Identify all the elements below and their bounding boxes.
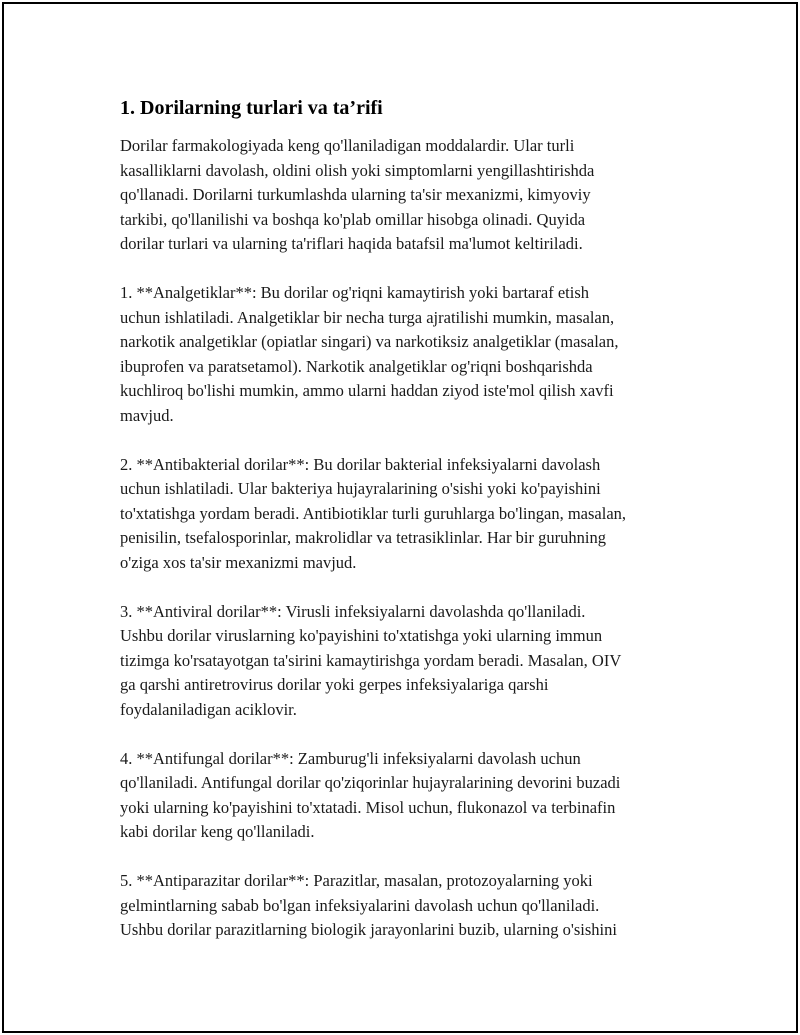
text-line: Ushbu dorilar parazitlarning biologik jarayonlarini buzib, ularning o'sishini (120, 920, 617, 939)
text-line: kabi dorilar keng qo'llaniladi. (120, 822, 315, 841)
text-line: dorilar turlari va ularning ta'riflari haqida batafsil ma'lumot keltiriladi. (120, 234, 583, 253)
text-line: ibuprofen va paratsetamol). Narkotik analgetiklar og'riqni boshqarishda (120, 356, 593, 376)
text-line: 4. **Antifungal dorilar**: Zamburug'li infeksiyalarni davolash uchun (120, 748, 581, 768)
list-item-paragraph (120, 600, 692, 723)
text-line: penisilin, tsefalosporinlar, makrolidlar va tetrasiklinlar. Har bir guruhning (120, 528, 606, 547)
text-line: tizimga ko'rsatayotgan ta'sirini kamaytirishga yordam beradi. Masalan, OIV (120, 650, 622, 670)
text-line: foydalaniladigan aciklovir. (120, 699, 297, 719)
text-line: to'xtatishga yordam beradi. Antibiotiklar turli guruhlarga bo'lingan, masalan, (120, 503, 627, 523)
text-line: ga qarshi antiretrovirus dorilar yoki gerpes infeksiyalariga qarshi (120, 675, 549, 694)
text-line: yoki ularning ko'payishini to'xtatadi. Misol uchun, flukonazol va terbinafin (120, 797, 616, 817)
intro-paragraph (120, 134, 692, 257)
text-line: Ushbu dorilar viruslarning ko'payishini to'xtatishga yoki ularning immun (120, 626, 603, 645)
text-line: qo'llanadi. Dorilarni turkumlashda ularning ta'sir mexanizmi, kimyoviy (120, 185, 591, 204)
text-line: uchun ishlatiladi. Ular bakteriya hujayralarining o'sishi yoki ko'payishini (120, 479, 601, 498)
text-line: 5. **Antiparazitar dorilar**: Parazitlar, masalan, protozoyalarning yoki (120, 871, 593, 890)
list-item-paragraph (120, 747, 692, 845)
text-line: kasalliklarni davolash, oldini olish yoki simptomlarni yengillashtirishda (120, 160, 595, 180)
text-line: o'ziga xos ta'sir mexanizmi mavjud. (120, 552, 357, 572)
document-body (120, 94, 692, 967)
text-line: Dorilar farmakologiyada keng qo'llaniladigan moddalardir. Ular turli (120, 136, 575, 155)
list-item-paragraph (120, 453, 692, 576)
text-line: 3. **Antiviral dorilar**: Virusli infeksiyalarni davolashda qo'llaniladi. (120, 601, 586, 621)
text-line: 1. **Analgetiklar**: Bu dorilar og'riqni kamaytirish yoki bartaraf etish (120, 283, 589, 302)
list-item-paragraph (120, 281, 692, 428)
text-line: gelmintlarning sabab bo'lgan infeksiyalarini davolash uchun qo'llaniladi. (120, 895, 600, 915)
list-item-paragraph (120, 869, 692, 943)
text-line: 2. **Antibakterial dorilar**: Bu dorilar bakterial infeksiyalarni davolash (120, 454, 601, 474)
text-line: mavjud. (120, 405, 174, 425)
page-frame (2, 2, 798, 1033)
text-line: qo'llaniladi. Antifungal dorilar qo'ziqorinlar hujayralarining devorini buzadi (120, 773, 621, 792)
text-line: tarkibi, qo'llanilishi va boshqa ko'plab omillar hisobga olinadi. Quyida (120, 209, 586, 229)
paragraph-list (120, 134, 692, 943)
text-line: kuchliroq bo'lishi mumkin, ammo ularni haddan ziyod iste'mol qilish xavfi (120, 381, 614, 400)
text-line: narkotik analgetiklar (opiatlar singari) va narkotiksiz analgetiklar (masalan, (120, 332, 619, 351)
text-line: uchun ishlatiladi. Analgetiklar bir necha turga ajratilishi mumkin, masalan, (120, 307, 615, 327)
section-heading: 1. Dorilarning turlari va ta’rifi (120, 97, 383, 119)
